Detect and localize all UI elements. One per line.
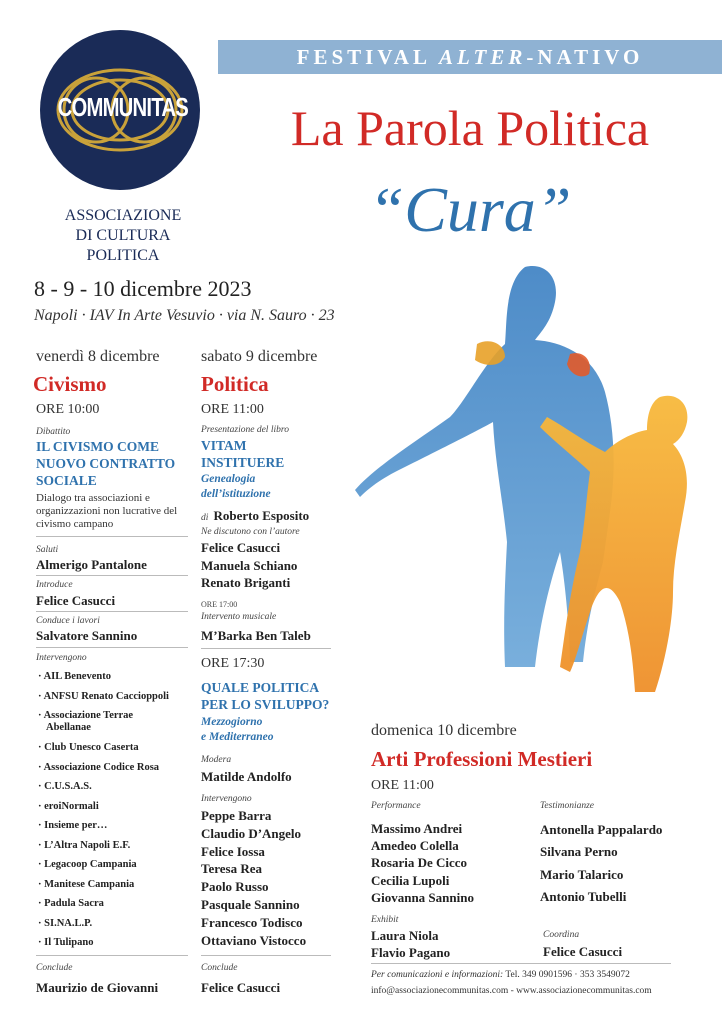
day2-date: sabato 9 dicembre xyxy=(201,348,318,365)
day1-topic: Civismo xyxy=(33,372,107,396)
day1-date: venerdì 8 dicembre xyxy=(36,348,160,365)
day1-close-name: Maurizio de Giovanni xyxy=(36,980,159,995)
divider xyxy=(36,647,188,648)
list-item: · Insieme per… xyxy=(38,816,203,836)
day1-event-line-2: NUOVO CONTRATTO xyxy=(36,456,176,471)
event-dates: 8 - 9 - 10 dicembre 2023 xyxy=(34,276,252,301)
day2-time2: ORE 17:30 xyxy=(201,656,265,671)
list-item: Ottaviano Vistocco xyxy=(201,932,307,948)
day2-mod-label: Modera xyxy=(201,755,232,765)
day1-desc-line-3: civismo campano xyxy=(36,518,114,530)
day2-author-line xyxy=(201,505,309,524)
banner-text-pre: FESTIVAL xyxy=(296,45,440,69)
divider xyxy=(201,648,331,649)
list-item: Amedeo Colella xyxy=(371,838,459,854)
day2-mod-name: Matilde Andolfo xyxy=(201,769,292,784)
day1-desc-line-1: Dialogo tra associazioni e xyxy=(36,492,150,504)
page-subtitle: “Cura” xyxy=(368,174,572,245)
day1-greet-name: Almerigo Pantalone xyxy=(36,557,147,572)
association-name xyxy=(38,206,208,266)
day3-coord-label: Coordina xyxy=(543,930,580,940)
day3-exhibit xyxy=(371,928,450,962)
list-item: · eroiNormali xyxy=(38,797,203,817)
day2-book-title xyxy=(201,437,284,471)
list-item: · C.U.S.A.S. xyxy=(38,777,203,797)
day2-time: ORE 11:00 xyxy=(201,402,264,417)
day3-exhibit-label: Exhibit xyxy=(371,915,399,925)
day2-topic: Politica xyxy=(201,372,269,396)
page-title: La Parola Politica xyxy=(290,100,650,156)
list-item: Paolo Russo xyxy=(201,879,269,895)
day1-event-title xyxy=(36,438,196,489)
list-item: · Club Unesco Caserta xyxy=(38,738,203,758)
footer-info-label: Per comunicazioni e informazioni: xyxy=(371,970,504,980)
day2-event2-sub-2: e Mediterraneo xyxy=(201,731,274,743)
day1-intro-name: Felice Casucci xyxy=(36,593,116,608)
list-item: · Associazione Codice Rosa xyxy=(38,758,203,778)
list-item: Renato Briganti xyxy=(201,575,291,590)
divider xyxy=(371,963,671,964)
list-item: Manuela Schiano xyxy=(201,557,298,573)
footer-email[interactable]: info@associazionecommunitas.com xyxy=(371,986,509,996)
day1-desc-line-2: organizzazioni non lucrative del xyxy=(36,505,178,517)
footer-info xyxy=(371,970,630,980)
day3-performers xyxy=(371,821,474,907)
logo-name: COMMUNITAS xyxy=(57,92,188,122)
list-item: Felice Iossa xyxy=(201,843,265,859)
day1-time: ORE 10:00 xyxy=(36,402,100,417)
day3-test-label: Testimonianze xyxy=(540,801,595,811)
association-line-2: DI CULTURA POLITICA xyxy=(75,227,171,264)
day2-event2-subtitle xyxy=(201,715,274,745)
list-item: · Legacoop Campania xyxy=(38,855,203,875)
list-item: Mario Talarico xyxy=(540,866,624,882)
day1-speakers-label: Intervengono xyxy=(36,653,87,663)
org-name: Associazione Terrae xyxy=(43,710,134,721)
list-item: Teresa Rea xyxy=(201,861,263,877)
banner-text-post: -NATIVO xyxy=(526,45,644,69)
day3-date: domenica 10 dicembre xyxy=(371,722,517,739)
list-item: · Manitese Campania xyxy=(38,875,203,895)
list-item: Massimo Andrei xyxy=(371,821,463,836)
day2-event2-line-2: PER LO SVILUPPO? xyxy=(201,697,330,712)
list-item: Antonio Tubelli xyxy=(540,888,627,904)
day2-music-label: Intervento musicale xyxy=(201,612,277,622)
divider xyxy=(201,955,331,956)
day2-event2-title xyxy=(201,679,329,713)
list-item: · Il Tulipano xyxy=(38,933,203,953)
day3-topic: Arti Professioni Mestieri xyxy=(371,747,593,771)
list-item: Pasquale Sannino xyxy=(201,896,300,912)
day1-greet-label: Saluti xyxy=(36,545,59,555)
day2-close-name: Felice Casucci xyxy=(201,980,281,995)
day2-speakers xyxy=(201,808,306,950)
day2-event2-line-1: QUALE POLITICA xyxy=(201,680,320,695)
list-item: Felice Casucci xyxy=(201,540,281,555)
list-item: Flavio Pagano xyxy=(371,945,451,960)
list-item: Claudio D’Angelo xyxy=(201,825,302,841)
list-item xyxy=(38,706,203,734)
day2-book-subtitle xyxy=(201,472,271,502)
footer-website[interactable]: www.associazionecommunitas.com xyxy=(516,986,652,996)
event-venue: Napoli · IAV In Arte Vesuvio · via N. Sauro · 23 xyxy=(34,307,335,324)
day2-speakers-label: Intervengono xyxy=(201,794,252,804)
day2-music-name: M’Barka Ben Taleb xyxy=(201,628,311,643)
day1-kind: Dibattito xyxy=(36,427,71,437)
day1-close-label: Conclude xyxy=(36,963,73,973)
divider xyxy=(36,955,188,956)
day2-event2-sub-1: Mezzogiorno xyxy=(201,716,263,728)
list-item: Antonella Pappalardo xyxy=(540,822,663,837)
day2-close-label: Conclude xyxy=(201,963,238,973)
association-line-1: ASSOCIAZIONE xyxy=(64,207,182,224)
footer-phones: Tel. 349 0901596 · 353 3549072 xyxy=(505,970,630,980)
author-by: di xyxy=(201,513,209,523)
day1-intro-label: Introduce xyxy=(36,580,73,590)
list-item: Cecilia Lupoli xyxy=(371,872,450,888)
banner-text-italic: ALTER xyxy=(439,45,527,69)
day1-org-list xyxy=(38,667,203,953)
list-item: Giovanna Sannino xyxy=(371,889,474,905)
list-item: Rosaria De Cicco xyxy=(371,855,468,871)
divider xyxy=(36,611,188,612)
list-item: · AIL Benevento xyxy=(38,667,203,687)
footer-contacts xyxy=(371,986,652,996)
list-item: Silvana Perno xyxy=(540,844,618,860)
day3-coord-name: Felice Casucci xyxy=(543,944,623,959)
org-name-continued: Abellanae xyxy=(46,722,91,733)
day2-discussants xyxy=(201,540,297,593)
day2-book-sub-2: dell’istituzione xyxy=(201,488,271,500)
author-name: Roberto Esposito xyxy=(213,508,310,523)
list-item: Laura Niola xyxy=(371,928,439,943)
list-item: · SI.NA.L.P. xyxy=(38,914,203,934)
list-item: · ANFSU Renato Caccioppoli xyxy=(38,687,203,707)
day1-description xyxy=(36,492,201,531)
list-item: · L’Altra Napoli E.F. xyxy=(38,836,203,856)
day1-lead-name: Salvatore Sannino xyxy=(36,628,138,643)
day3-time: ORE 11:00 xyxy=(371,778,434,793)
divider xyxy=(36,575,188,576)
figures-illustration xyxy=(355,262,720,702)
day2-book-sub-1: Genealogia xyxy=(201,473,256,485)
day3-perf-label: Performance xyxy=(371,801,421,811)
day2-book-line-1: VITAM xyxy=(201,438,247,453)
day2-discuss-label: Ne discutono con l’autore xyxy=(201,527,300,537)
festival-banner xyxy=(218,40,722,74)
footer-separator: - xyxy=(508,986,517,996)
list-item: · Padula Sacra xyxy=(38,894,203,914)
list-item: Francesco Todisco xyxy=(201,914,303,930)
day3-testimonials xyxy=(540,822,662,911)
list-item: Peppe Barra xyxy=(201,808,272,823)
day2-book-line-2: INSTITUERE xyxy=(201,455,285,470)
divider xyxy=(36,536,188,537)
day1-event-line-3: SOCIALE xyxy=(36,473,97,488)
day2-small-time: ORE 17:00 xyxy=(201,600,238,609)
day1-event-line-1: IL CIVISMO COME xyxy=(36,439,160,454)
day2-kind: Presentazione del libro xyxy=(201,425,289,435)
day1-lead-label: Conduce i lavori xyxy=(36,616,100,626)
